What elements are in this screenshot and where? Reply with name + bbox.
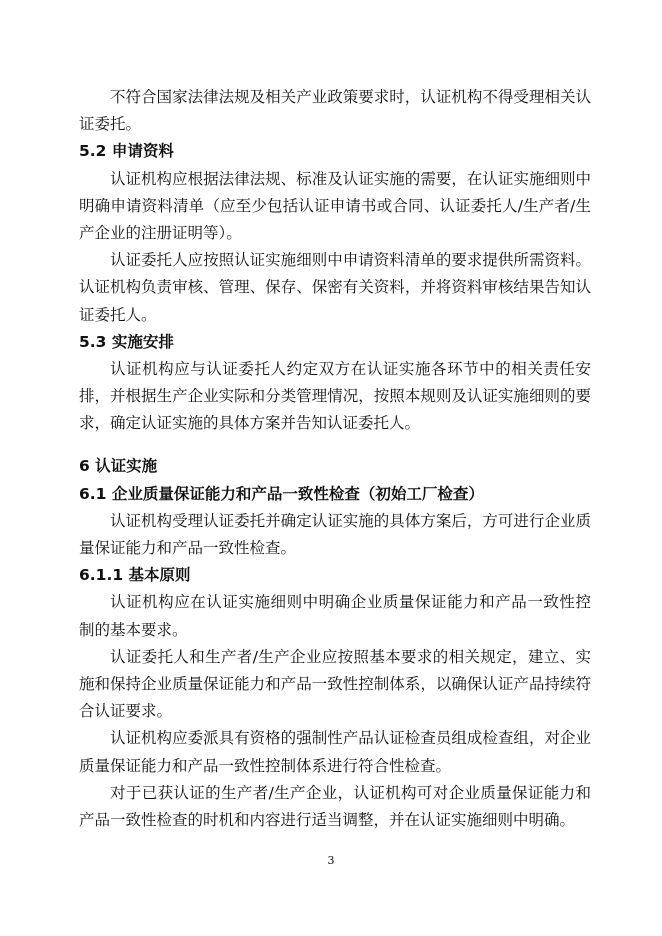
paragraph-line: 对于已获认证的生产者/生产企业，认证机构可对企业质量保证能力和 (110, 783, 591, 802)
paragraph-line: 排，并根据生产企业实际和分类管理情况，按照本规则及认证实施细则的要 (79, 387, 591, 406)
paragraph (79, 356, 591, 438)
section-heading: 6 认证实施 (79, 457, 158, 476)
paragraph (79, 166, 591, 248)
paragraph-line: 认证机构应与认证委托人约定双方在认证实施各环节中的相关责任安 (110, 359, 591, 378)
paragraph-line: 证委托人。 (79, 305, 157, 324)
section-heading: 5.3 实施安排 (79, 332, 174, 351)
paragraph-line: 认证委托人和生产者/生产企业应按照基本要求的相关规定，建立、实 (110, 647, 591, 666)
paragraph-line: 认证机构应委派具有资格的强制性产品认证检查员组成检查组，对企业 (110, 729, 591, 748)
document-body (79, 84, 591, 834)
paragraph-line: 量保证能力和产品一致性检查。 (79, 539, 297, 557)
paragraph-line: 合认证要求。 (79, 702, 173, 721)
section-gap (79, 437, 591, 453)
paragraph-line: 认证机构受理认证委托并确定认证实施的具体方案后，方可进行企业质 (110, 511, 591, 530)
paragraph-line: 认证委托人应按照认证实施细则中申请资料清单的要求提供所需资料。 (110, 251, 591, 270)
section-heading: 6.1 企业质量保证能力和产品一致性检查（初始工厂检查） (79, 484, 484, 503)
paragraph-line: 制的基本要求。 (79, 620, 188, 639)
paragraph-line: 产品一致性检查的时机和内容进行适当调整，并在认证实施细则中明确。 (79, 810, 576, 829)
section-heading: 6.1.1 基本原则 (79, 566, 191, 585)
section-heading: 5.2 申请资料 (79, 142, 174, 161)
paragraph-line: 不符合国家法律法规及相关产业政策要求时，认证机构不得受理相关认 (110, 88, 591, 106)
paragraph-line: 质量保证能力和产品一致性控制体系进行符合性检查。 (79, 756, 452, 775)
paragraph (79, 780, 591, 834)
paragraph (79, 508, 591, 562)
paragraph-line: 施和保持企业质量保证能力和产品一致性控制体系，以确保认证产品持续符 (79, 674, 591, 693)
paragraph-line: 认证机构应在认证实施细则中明确企业质量保证能力和产品一致性控 (110, 593, 591, 612)
paragraph (79, 247, 591, 329)
paragraph-line: 认证机构应根据法律法规、标准及认证实施的需要，在认证实施细则中 (110, 169, 591, 188)
paragraph (79, 644, 591, 726)
paragraph-line: 求，确定认证实施的具体方案并告知认证委托人。 (79, 414, 421, 433)
page-number: 3 (327, 854, 335, 867)
paragraph (79, 589, 591, 643)
paragraph-line: 产企业的注册证明等）。 (79, 223, 242, 242)
paragraph-line: 证委托。 (79, 115, 142, 134)
paragraph-line: 明确申请资料清单（应至少包括认证申请书或合同、认证委托人/生产者/生 (79, 196, 591, 215)
paragraph (79, 84, 591, 138)
paragraph-line: 认证机构负责审核、管理、保存、保密有关资料，并将资料审核结果告知认 (79, 278, 591, 297)
paragraph (79, 725, 591, 779)
